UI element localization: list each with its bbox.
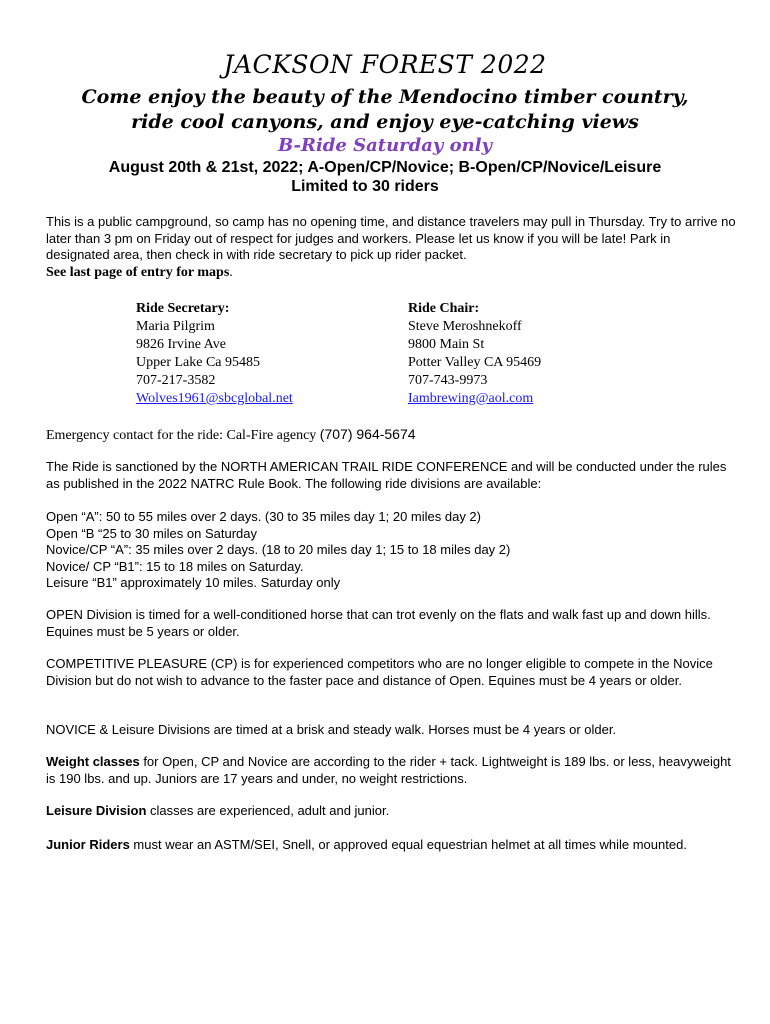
division-item: Novice/CP “A”: 35 miles over 2 days. (18 to 20 miles day 1; 15 to 18 miles day 2)	[46, 542, 511, 557]
novice-division-paragraph: NOVICE & Leisure Divisions are timed at a brisk and steady walk. Horses must be 4 years or older.	[46, 722, 617, 737]
leisure-division-paragraph	[46, 803, 736, 820]
maps-note-text: See last page of entry for maps	[46, 265, 230, 280]
division-item: Open “B “25 to 30 miles on Saturday	[46, 525, 258, 541]
division-list	[46, 509, 736, 592]
intro-paragraph: This is a public campground, so camp has no opening time, and distance travelers may pull in Thursday. Try to arrive no later than 3 pm on Friday out of respect for judges and workers. Please let us know if you will be late! Park in designated area, then check in with ride secretary to pick up rider packet.	[46, 214, 736, 262]
junior-riders-lead: Junior Riders	[46, 837, 130, 852]
junior-riders-paragraph	[46, 837, 736, 854]
chair-address-line1: 9800 Main St	[408, 337, 485, 352]
page-title: JACKSON FOREST 2022	[223, 50, 547, 79]
ride-dates: August 20th & 21st, 2022; A-Open/CP/Novice; B-Open/CP/Novice/Leisure	[108, 159, 662, 176]
secretary-phone: 707-217-3582	[136, 373, 216, 388]
sanction-paragraph: The Ride is sanctioned by the NORTH AMERICAN TRAIL RIDE CONFERENCE and will be conducted under the rules as published in the 2022 NATRC Rule Book. The following ride divisions are available:	[46, 459, 727, 491]
ride-secretary-contact	[136, 300, 293, 408]
leisure-division-lead: Leisure Division	[46, 803, 147, 818]
chair-email-link[interactable]: Iambrewing@aol.com	[408, 391, 534, 406]
weight-classes-text: for Open, CP and Novice are according to the rider + tack. Lightweight is 189 lbs. or less, heavyweight is 190 lbs. and up. Juniors are 17 years and under, no weight restrictions.	[46, 754, 731, 786]
rider-limit: Limited to 30 riders	[291, 178, 439, 195]
division-item: Novice/ CP “B1”: 15 to 18 miles on Saturday.	[46, 558, 304, 574]
division-item: Leisure “B1” approximately 10 miles. Saturday only	[46, 575, 341, 590]
weight-classes-paragraph	[46, 754, 736, 787]
chair-name: Steve Meroshnekoff	[408, 319, 522, 334]
ride-chair-contact	[408, 300, 541, 408]
cp-division-paragraph: COMPETITIVE PLEASURE (CP) is for experienced competitors who are no longer eligible to compete in the Novice Division but do not wish to advance to the faster pace and distance of Open. Equines must be 4 years or older.	[46, 656, 713, 688]
secretary-name: Maria Pilgrim	[136, 319, 215, 334]
open-division-paragraph: OPEN Division is timed for a well-conditioned horse that can trot evenly on the flats and walk fast up and down hills. Equines must be 5 years or older.	[46, 607, 711, 639]
chair-phone: 707-743-9973	[408, 373, 488, 388]
secretary-heading: Ride Secretary:	[136, 301, 230, 316]
secretary-email-link[interactable]: Wolves1961@sbcglobal.net	[136, 391, 293, 406]
secretary-address-line1: 9826 Irvine Ave	[136, 337, 226, 352]
chair-heading: Ride Chair:	[408, 301, 480, 316]
b-ride-note: B-Ride Saturday only	[277, 135, 493, 156]
chair-address-line2: Potter Valley CA 95469	[408, 355, 542, 370]
subtitle: Come enjoy the beauty of the Mendocino timber country, ride cool canyons, and enjoy eye-catching views	[81, 86, 689, 133]
secretary-address-line2: Upper Lake Ca 95485	[136, 355, 261, 370]
weight-classes-lead: Weight classes	[46, 754, 140, 769]
leisure-division-text: classes are experienced, adult and junior.	[146, 803, 390, 818]
junior-riders-text: must wear an ASTM/SEI, Snell, or approved equal equestrian helmet at all times while mounted.	[129, 837, 687, 852]
maps-note-period: .	[229, 265, 233, 280]
emergency-phone: (707) 964-5674	[319, 426, 416, 442]
division-item: Open “A”: 50 to 55 miles over 2 days. (30 to 35 miles day 1; 20 miles day 2)	[46, 509, 481, 524]
maps-note	[46, 264, 736, 282]
emergency-label: Emergency contact for the ride: Cal-Fire agency	[46, 428, 320, 443]
emergency-contact	[46, 425, 736, 445]
